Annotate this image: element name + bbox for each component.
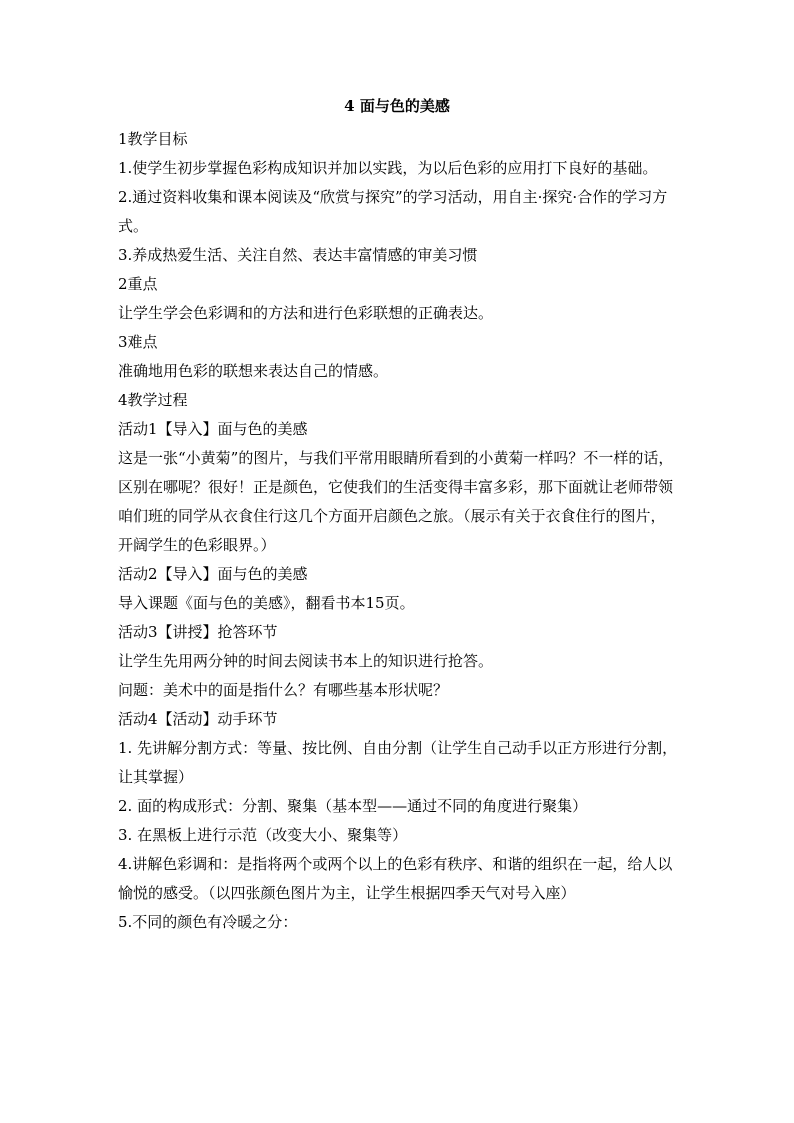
activity-3-heading: 活动3【讲授】抢答环节 [118, 623, 278, 641]
document-title: 4 面与色的美感 [344, 97, 450, 115]
objective-item-1: 1.使学生初步掌握色彩构成知识并加以实践，为以后色彩的应用打下良好的基础。 [118, 159, 658, 177]
activity-4-step-4: 4.讲解色彩调和：是指将两个或两个以上的色彩有秩序、和谐的组织在一起，给人以愉悦的感受。（以四张颜色图片为主，让学生根据四季天气对号入座） [118, 855, 673, 902]
activity-3-text: 让学生先用两分钟的时间去阅读书本上的知识进行抢答。 [118, 652, 494, 670]
section-heading-difficulties: 3难点 [118, 333, 158, 351]
section-heading-objectives: 1教学目标 [118, 130, 188, 148]
section-heading-process: 4教学过程 [118, 391, 188, 409]
difficulties-text: 准确地用色彩的联想来表达自己的情感。 [118, 362, 389, 380]
activity-4-step-3: 3. 在黑板上进行示范（改变大小、聚集等） [118, 826, 408, 844]
activity-4-step-5: 5.不同的颜色有冷暖之分： [118, 913, 298, 931]
activity-2-text: 导入课题《面与色的美感》，翻看书本15页。 [118, 594, 415, 612]
activity-4-step-2: 2. 面的构成形式：分割、聚集（基本型——通过不同的角度进行聚集） [118, 797, 588, 815]
activity-4-step-1: 1. 先讲解分割方式：等量、按比例、自由分割（让学生自己动手以正方形进行分割，让其掌握） [118, 739, 678, 786]
activity-2-heading: 活动2【导入】面与色的美感 [118, 565, 308, 583]
activity-4-heading: 活动4【活动】动手环节 [118, 710, 278, 728]
objective-item-3: 3.养成热爱生活、关注自然、表达丰富情感的审美习惯 [118, 246, 478, 264]
section-heading-key-points: 2重点 [118, 275, 158, 293]
activity-1-text: 这是一张“小黄菊”的图片，与我们平常用眼睛所看到的小黄菊一样吗？不一样的话，区别在哪呢？很好！正是颜色，它使我们的生活变得丰富多彩，那下面就让老师带领咱们班的同学从衣食住行这几个方面开启颜色之旅。（展示有关于衣食住行的图片，开阔学生的色彩眼界。） [118, 449, 674, 554]
objective-item-2: 2.通过资料收集和课本阅读及“欣赏与探究”的学习活动，用自主·探究·合作的学习方式。 [118, 188, 668, 235]
key-points-text: 让学生学会色彩调和的方法和进行色彩联想的正确表达。 [118, 304, 494, 322]
activity-1-heading: 活动1【导入】面与色的美感 [118, 420, 308, 438]
activity-3-question: 问题：美术中的面是指什么？有哪些基本形状呢？ [118, 681, 449, 699]
document-body [118, 125, 678, 937]
